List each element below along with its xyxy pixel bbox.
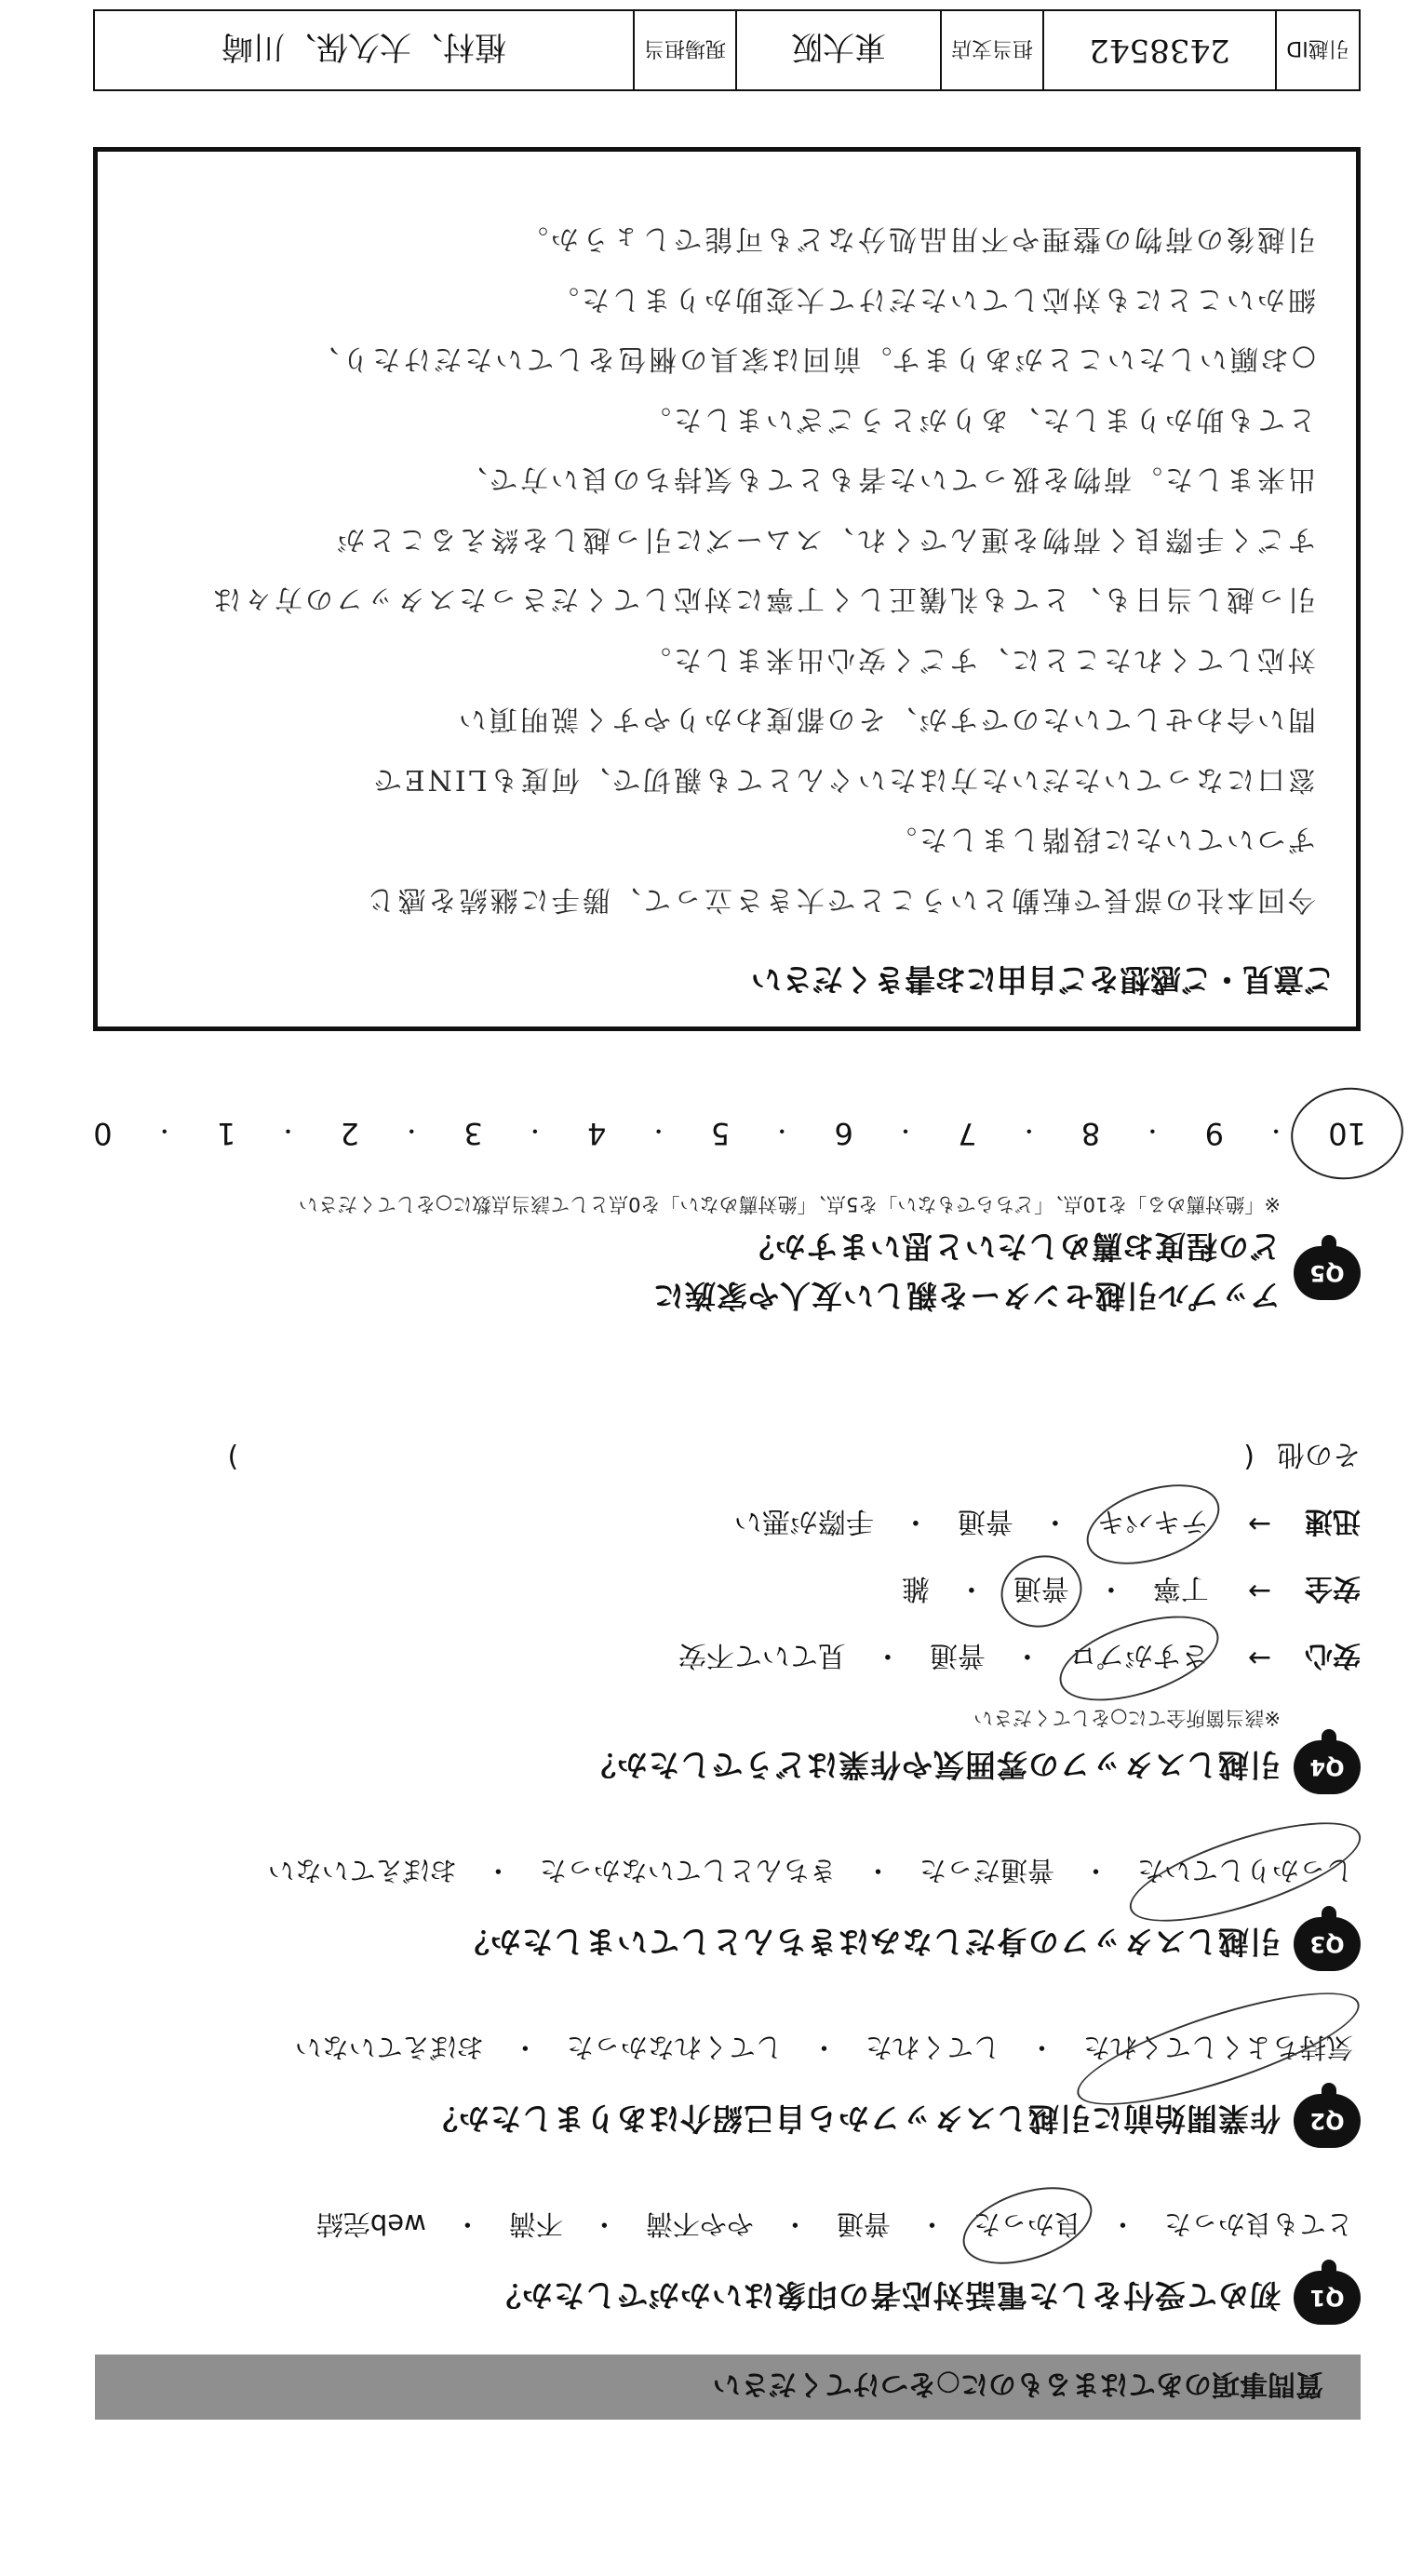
arrow-right-icon: → (1247, 1508, 1271, 1541)
q2-title: 作業開始前に引越しスタッフから自己紹介はありましたか？ (426, 2100, 1281, 2138)
q3-options: しっかりしていた ・ 普通だった ・ きちんとしていなかった ・ おぼえていない (95, 1853, 1361, 1891)
question-4 (95, 1437, 1361, 1794)
question-2 (95, 2030, 1361, 2148)
q4-row-anzen: 安全 → 丁寧 ・ 普通 ・ 雑 (95, 1571, 1361, 1612)
score-option[interactable]: 4 (587, 1116, 607, 1151)
comment-line: 出来ました。荷物を扱っていた者もとても気持ちの良い方で、 (456, 463, 1316, 496)
staff-info-table (93, 9, 1361, 91)
q4-row-other (95, 1437, 1361, 1478)
comment-text (143, 208, 1316, 929)
q4-badge: Q4 (1294, 1740, 1361, 1794)
comment-line: 今回本社の部長で転勤ということで大きさ立って、勝手に継続を感じ (364, 883, 1316, 916)
score-option[interactable]: 5 (710, 1116, 731, 1151)
comment-line: 引っ越し当日も、とても礼儀正しく丁寧に対応してくださったスタッフの方々は (210, 583, 1316, 616)
q4-option[interactable]: 普通 (929, 1639, 986, 1671)
q4-other-open: ( (1243, 1441, 1255, 1474)
q4-option[interactable]: 丁寧 (1152, 1572, 1209, 1604)
q4-row-label: 安心 (1305, 1639, 1361, 1671)
q4-other-close: ) (227, 1441, 239, 1474)
q2-options: 気持ちよくしてくれた ・ してくれた ・ してくれなかった ・ おぼえていない (95, 2030, 1361, 2068)
q4-note: ※該当箇所全てに○をしてください (973, 1707, 1281, 1729)
q5-note: ※「絶対薦める」を10点、「どちらでもない」を5点、「絶対薦めない」を0点として該当点数に○をしてください (298, 1193, 1281, 1215)
q2-option[interactable]: してくれなかった (566, 2032, 783, 2063)
question-5 (95, 1191, 1361, 1320)
q2-option-selected[interactable]: 気持ちよくしてくれた (1076, 2030, 1361, 2068)
comment-line: 対応してくれたことに、すごく安心出来ました。 (640, 643, 1316, 676)
q2-option[interactable]: おぼえていない (294, 2032, 484, 2063)
q1-option[interactable]: とても良かった (1163, 2208, 1353, 2240)
score-option[interactable]: 6 (834, 1116, 853, 1151)
q1-badge: Q1 (1294, 2271, 1361, 2325)
arrow-right-icon: → (1247, 1642, 1271, 1675)
leader-value: 植村、大久保、川崎 (221, 28, 506, 66)
comment-line: 引越後の荷物の整理や不用品処分なども可能でしょうか。 (517, 222, 1316, 256)
q4-row-label: 安全 (1305, 1572, 1361, 1604)
score-option[interactable]: 8 (1080, 1116, 1101, 1151)
q5-title-line2: どの程度お薦めしたいと思いますか？ (743, 1228, 1281, 1265)
q5-score-scale: 10 ・ 9 ・ 8 ・ 7 ・ 6 ・ 5 ・ 4 ・ 3 ・ 2 ・ 1 ・ 0 (87, 1092, 1372, 1175)
q5-title-line1: アップル引越センターを親しい友人や家族に (651, 1278, 1281, 1314)
question-3 (95, 1853, 1361, 1971)
q1-options: とても良かった ・ 良かった ・ 普通 ・ やや不満 ・ 不満 ・ web完結 (95, 2207, 1361, 2245)
score-option[interactable]: 9 (1204, 1116, 1224, 1151)
score-option[interactable]: 7 (958, 1116, 977, 1151)
comment-line: すごく手際良く荷物を運んでくれ、スムーズに引っ越しを終えることが (334, 523, 1316, 556)
q2-badge: Q2 (1294, 2094, 1361, 2148)
q3-option[interactable]: きちんとしていなかった (539, 1855, 837, 1886)
leader-label: 現場担当 (633, 11, 735, 89)
comment-box-title: ご意見・ご感想をご自由にお書きください (751, 961, 1335, 998)
q4-other-label: その他 (1277, 1438, 1361, 1470)
q3-title: 引越しスタッフの身だしなみはきちんとしていましたか？ (458, 1924, 1281, 1961)
q3-badge: Q3 (1294, 1917, 1361, 1971)
q4-option[interactable]: 手際が悪い (733, 1505, 874, 1537)
arrow-right-icon: → (1247, 1575, 1271, 1608)
q4-option-selected[interactable]: テキパキ (1090, 1504, 1216, 1545)
branch-value: 東大阪 (735, 11, 940, 89)
q3-option[interactable]: 普通だった (919, 1855, 1054, 1886)
q5-badge: Q5 (1294, 1246, 1361, 1300)
comment-line: 窓口になっていただいた方はたいぐんとても親切で、何度もLINEで (370, 763, 1316, 796)
q4-option-selected[interactable]: さすがプロ (1062, 1638, 1216, 1679)
q1-option[interactable]: やや不満 (645, 2208, 754, 2240)
q1-option[interactable]: 不満 (508, 2208, 563, 2240)
comment-line: 問い合わせしていたのですが、その都度わかりやすく説明頂い (456, 703, 1316, 736)
q2-option[interactable]: してくれた (865, 2032, 1000, 2063)
q4-option[interactable]: 普通 (957, 1505, 1013, 1537)
q1-option-selected[interactable]: 良かった (966, 2207, 1089, 2245)
comment-line: とても助かりました、ありがとうございました。 (640, 403, 1316, 436)
id-value: 2438542 (1042, 11, 1275, 89)
comment-line: ○お願いしたいことがあります。前回は家具の梱包をしていただけたり、 (308, 342, 1316, 376)
q4-option[interactable]: 雑 (901, 1572, 930, 1604)
comment-line: ずついていたに段階しました。 (886, 823, 1316, 856)
comment-line: 細かいことにも対応していただけて大変助かりました。 (548, 283, 1316, 315)
score-option[interactable]: 1 (216, 1116, 236, 1151)
q1-option[interactable]: web完結 (315, 2208, 426, 2240)
q3-option-selected[interactable]: しっかりしていた (1130, 1853, 1361, 1891)
q3-option[interactable]: おぼえていない (267, 1855, 457, 1886)
instruction-banner: 質問事項のあてはまるものに○をつけてください (95, 2355, 1361, 2420)
score-option[interactable]: 0 (93, 1116, 113, 1151)
score-option[interactable]: 3 (463, 1116, 483, 1151)
q4-row-label: 迅速 (1305, 1505, 1361, 1537)
q4-option[interactable]: 見ていて不安 (678, 1639, 846, 1671)
q4-row-jinsoku: 迅速 → テキパキ ・ 普通 ・ 手際が悪い (95, 1504, 1361, 1545)
score-option[interactable]: 2 (340, 1116, 360, 1151)
score-option-selected[interactable]: 10 (1322, 1116, 1372, 1151)
q4-option-selected[interactable]: 普通 (1006, 1571, 1077, 1612)
q1-title: 初めて受付をした電話対応者の印象はいかがでしたか？ (490, 2277, 1281, 2314)
q1-option[interactable]: 普通 (836, 2208, 891, 2240)
branch-label: 担当支店 (940, 11, 1042, 89)
q4-title: 引越しスタッフの雰囲気や作業はどうでしたか？ (584, 1747, 1281, 1784)
q4-row-anshin: 安心 → さすがプロ ・ 普通 ・ 見ていて不安 (95, 1638, 1361, 1679)
question-1 (95, 2207, 1361, 2325)
id-label: 引越ID (1275, 11, 1359, 89)
